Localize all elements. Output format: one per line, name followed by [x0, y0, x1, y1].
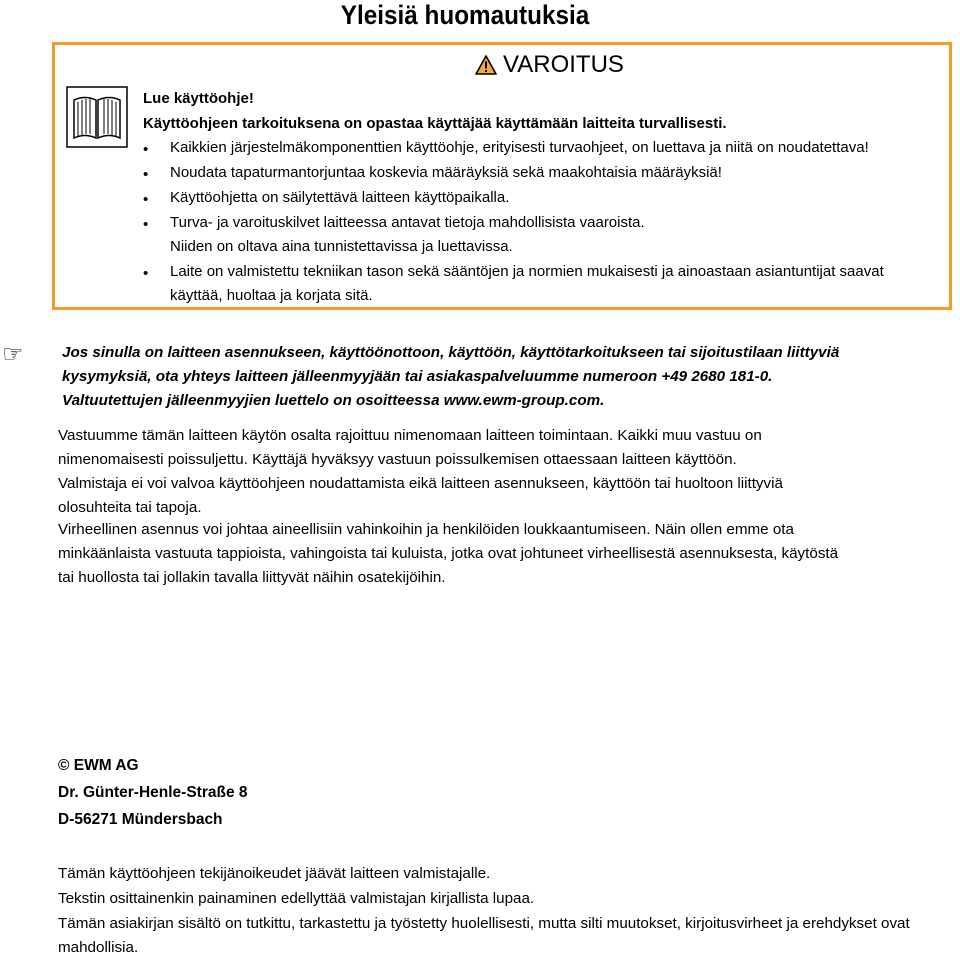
company-city: D-56271 Mündersbach — [58, 811, 223, 828]
bullet-marker: • — [143, 191, 149, 208]
open-book-icon — [66, 86, 128, 148]
warning-bullet: Kaikkien järjestelmäkomponenttien käyttöohje, erityisesti turvaohjeet, on luettava ja niitä on noudatettava! — [170, 139, 869, 156]
liability-paragraph: Vastuumme tämän laitteen käytön osalta rajoittuu nimenomaan laitteen toimintaan. Kaikki muu vastuu on nimenomaisesti poissuljettu. Käyttäjä hyväksyy vastuun poissulkemisen ottaessaan laitteen käyttöön. Valmistaja ei voi valvoa käyttöohjeen noudattamista eikä laitteen asennukseen, käyttöön tai huoltoon liittyviä olosuhteita tai tapoja. — [58, 427, 783, 516]
bullet-marker: • — [143, 141, 149, 158]
reprint-line: Tekstin osittainenkin painaminen edellyttää valmistajan kirjallista lupaa. — [58, 890, 535, 907]
bullet-marker: • — [143, 166, 149, 183]
bullet-marker: • — [143, 265, 149, 282]
warning-lead: Lue käyttöohje! — [143, 90, 254, 107]
company-street: Dr. Günter-Henle-Straße 8 — [58, 784, 248, 801]
page-title: Yleisiä huomautuksia — [340, 0, 590, 30]
pointing-hand-icon: ☞ — [2, 341, 24, 368]
warning-bullet: Käyttöohjetta on säilytettävä laitteen käyttöpaikalla. — [170, 189, 510, 206]
warning-bullet: Laite on valmistettu tekniikan tason sekä sääntöjen ja normien mukaisesti ja ainoastaan asiantuntijat saavat käyttää, huoltaa ja korjata sitä. — [170, 263, 884, 304]
disclaimer-line: Tämän asiakirjan sisältö on tutkittu, tarkastettu ja työstetty huolellisesti, mutta silti muutokset, kirjoitusvirheet ja erehdykset ovat mahdollisia. — [58, 915, 910, 956]
warning-purpose: Käyttöohjeen tarkoituksena on opastaa käyttäjää käyttämään laitteita turvallisesti. — [143, 115, 727, 132]
warning-bullet: Turva- ja varoituskilvet laitteessa antavat tietoja mahdollisista vaaroista. Niiden on oltava aina tunnistettavissa ja luettavissa. — [170, 214, 645, 255]
bullet-marker: • — [143, 216, 149, 233]
installation-paragraph: Virheellinen asennus voi johtaa aineellisiin vahinkoihin ja henkilöiden loukkaantumiseen. Näin ollen emme ota minkäänlaista vastuuta tappioista, vahingoista tai kuluista, jotka ovat johtuneet virheellisestä asennuksesta, käytöstä tai huollosta tai jollakin tavalla liittyvät näihin osatekijöihin. — [58, 521, 839, 586]
contact-note: Jos sinulla on laitteen asennukseen, käyttöönottoon, käyttöön, käyttötarkoitukseen tai sijoitustilaan liittyviä kysymyksiä, ota yhteys laitteen jälleenmyyjään tai asiakaspalveluumme numeroon +49 2680 181-0. Valtuutettujen jälleenmyyjien luettelo on osoitteessa www.ewm-group.com. — [62, 344, 840, 409]
warning-triangle-icon — [475, 55, 497, 75]
warning-bullet: Noudata tapaturmantorjuntaa koskevia määräyksiä sekä maakohtaisia määräyksiä! — [170, 164, 722, 181]
copyright-line: Tämän käyttöohjeen tekijänoikeudet jäävät laitteen valmistajalle. — [58, 865, 491, 882]
warning-title: VAROITUS — [503, 51, 624, 78]
company-name: © EWM AG — [58, 757, 139, 774]
warning-header — [475, 51, 624, 79]
